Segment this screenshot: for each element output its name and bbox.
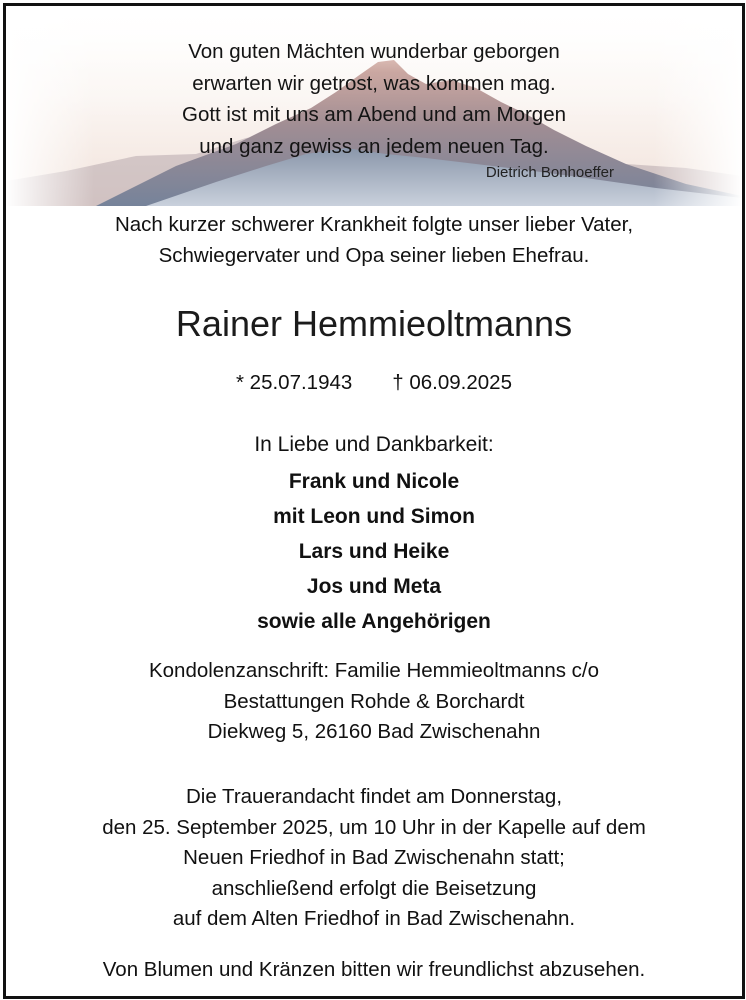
mountain-header (6, 6, 742, 206)
poem-line: und ganz gewiss an jedem neuen Tag. (199, 134, 549, 158)
death-date: † 06.09.2025 (392, 371, 512, 394)
family-member: Frank und Nicole (288, 470, 460, 493)
family-member: mit Leon und Simon (273, 505, 475, 528)
service-line: den 25. September 2025, um 10 Uhr in der Kapelle auf dem (102, 815, 646, 839)
intro-line: Schwiegervater und Opa seiner lieben Ehefrau. (158, 244, 590, 267)
poem-line: Von guten Mächten wunderbar geborgen (188, 40, 560, 63)
family-member: sowie alle Angehörigen (257, 610, 491, 633)
intro-text (6, 209, 742, 271)
life-dates (6, 368, 742, 398)
service-line: Die Trauerandacht findet am Donnerstag, (185, 785, 563, 808)
poem-author: Dietrich Bonhoeffer (485, 164, 614, 181)
deceased-name: Rainer Hemmieoltmanns (175, 303, 573, 344)
family-section (6, 430, 742, 639)
address-line: Diekweg 5, 26160 Bad Zwischenahn (207, 720, 541, 743)
obituary-notice (3, 3, 745, 999)
poem-line: erwarten wir getrost, was kommen mag. (192, 71, 556, 95)
service-line: anschließend erfolgt die Beisetzung (211, 876, 537, 900)
service-line: Neuen Friedhof in Bad Zwischenahn statt; (183, 846, 565, 869)
condolence-address (6, 656, 742, 748)
funeral-service-info (6, 782, 742, 935)
address-line: Kondolenzanschrift: Familie Hemmieoltmanns c/o (148, 659, 600, 682)
family-heading: In Liebe und Dankbarkeit: (254, 433, 494, 456)
address-line: Bestattungen Rohde & Borchardt (223, 689, 525, 713)
birth-date: * 25.07.1943 (236, 371, 353, 394)
family-member: Jos und Meta (306, 575, 442, 598)
poem (6, 36, 742, 162)
service-line: auf dem Alten Friedhof in Bad Zwischenahn. (172, 907, 576, 930)
poem-line: Gott ist mit uns am Abend und am Morgen (182, 103, 566, 126)
intro-line: Nach kurzer schwerer Krankheit folgte unser lieber Vater, (114, 213, 634, 236)
flowers-note: Von Blumen und Kränzen bitten wir freundlichst abzusehen. (102, 958, 646, 981)
family-member: Lars und Heike (298, 540, 450, 563)
